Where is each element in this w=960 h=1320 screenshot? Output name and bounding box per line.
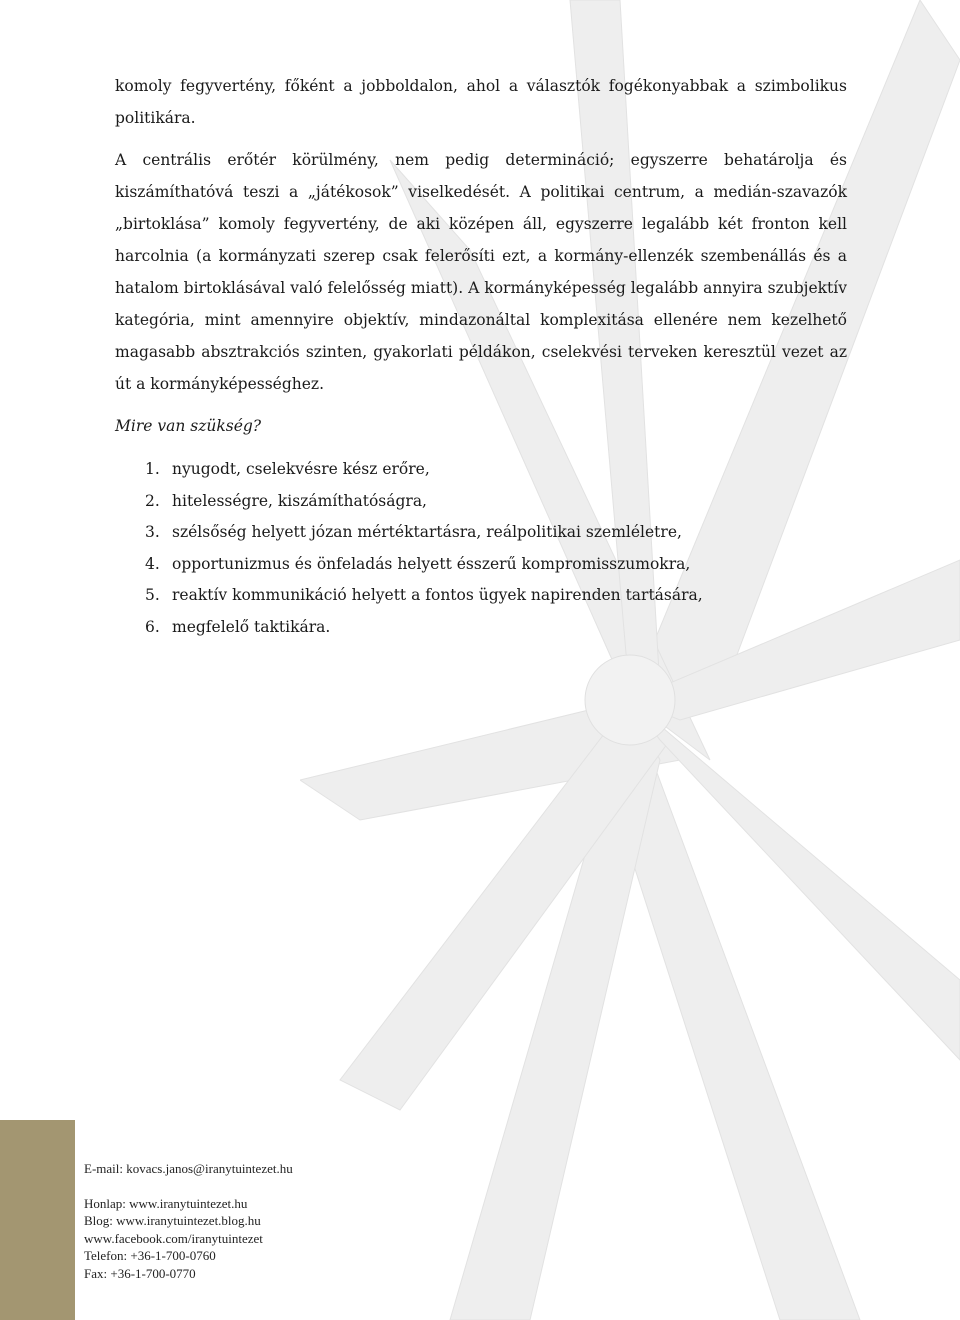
list-item <box>115 549 847 581</box>
list-number: 1. <box>145 460 160 478</box>
footer-facebook: www.facebook.com/iranytuintezet <box>84 1230 263 1246</box>
list-number: 4. <box>145 554 160 573</box>
footer-fax: Fax: +36-1-700-0770 <box>84 1265 196 1281</box>
needs-list <box>115 454 847 643</box>
footer-phone: Telefon: +36-1-700-0760 <box>84 1248 216 1263</box>
footer-blog: Blog: www.iranytuintezet.blog.hu <box>84 1213 261 1228</box>
paragraph: komoly fegyvertény, főként a jobboldalon, ahol a választók fogékonyabbak a szimbolikus politikára. <box>115 77 847 127</box>
list-number: 5. <box>145 586 160 604</box>
list-item <box>115 612 847 644</box>
paragraph: A centrális erőtér körülmény, nem pedig determináció; egyszerre behatárolja és kiszámíthatóvá teszi a „játékosok” viselkedését. A politikai centrum, a medián-szavazók „birtoklása” komoly fegyvertény, de aki középen áll, egyszerre legalább két fronton kell harcolnia (a kormányzati szerep csak felerősíti ezt, a kormány-ellenzék szembenállás és a hatalom birtoklásával való felelősség miatt). A kormányképesség legalább annyira szubjektív kategória, mint amennyire objektív, mindazonáltal komplexitása ellenére nem kezelhető magasabb absztrakciós szinten, gyakorlati példákon, cselekvési terveken keresztül vezet az út a kormányképességhez. <box>115 151 847 393</box>
list-text: reaktív kommunikáció helyett a fontos ügyek napirenden tartására, <box>172 586 703 604</box>
list-text: szélsőség helyett józan mértéktartásra, reálpolitikai szemléletre, <box>172 523 682 541</box>
list-text: megfelelő taktikára. <box>172 617 331 636</box>
footer-email: E-mail: kovacs.janos@iranytuintezet.hu <box>84 1161 293 1176</box>
list-item <box>115 486 847 518</box>
list-number: 6. <box>145 617 160 636</box>
list-text: opportunizmus és önfeladás helyett ésszerű kompromisszumokra, <box>172 554 691 573</box>
document-body <box>115 70 847 643</box>
footer-accent-bar <box>0 1120 75 1320</box>
list-item <box>115 580 847 612</box>
question-heading: Mire van szükség? <box>115 417 262 435</box>
footer-website: Honlap: www.iranytuintezet.hu <box>84 1195 248 1211</box>
list-item <box>115 454 847 486</box>
list-text: hitelességre, kiszámíthatóságra, <box>172 491 427 510</box>
contact-footer <box>84 1160 293 1282</box>
list-number: 2. <box>145 491 160 510</box>
list-text: nyugodt, cselekvésre kész erőre, <box>172 460 430 478</box>
list-item <box>115 517 847 549</box>
list-number: 3. <box>145 523 160 541</box>
